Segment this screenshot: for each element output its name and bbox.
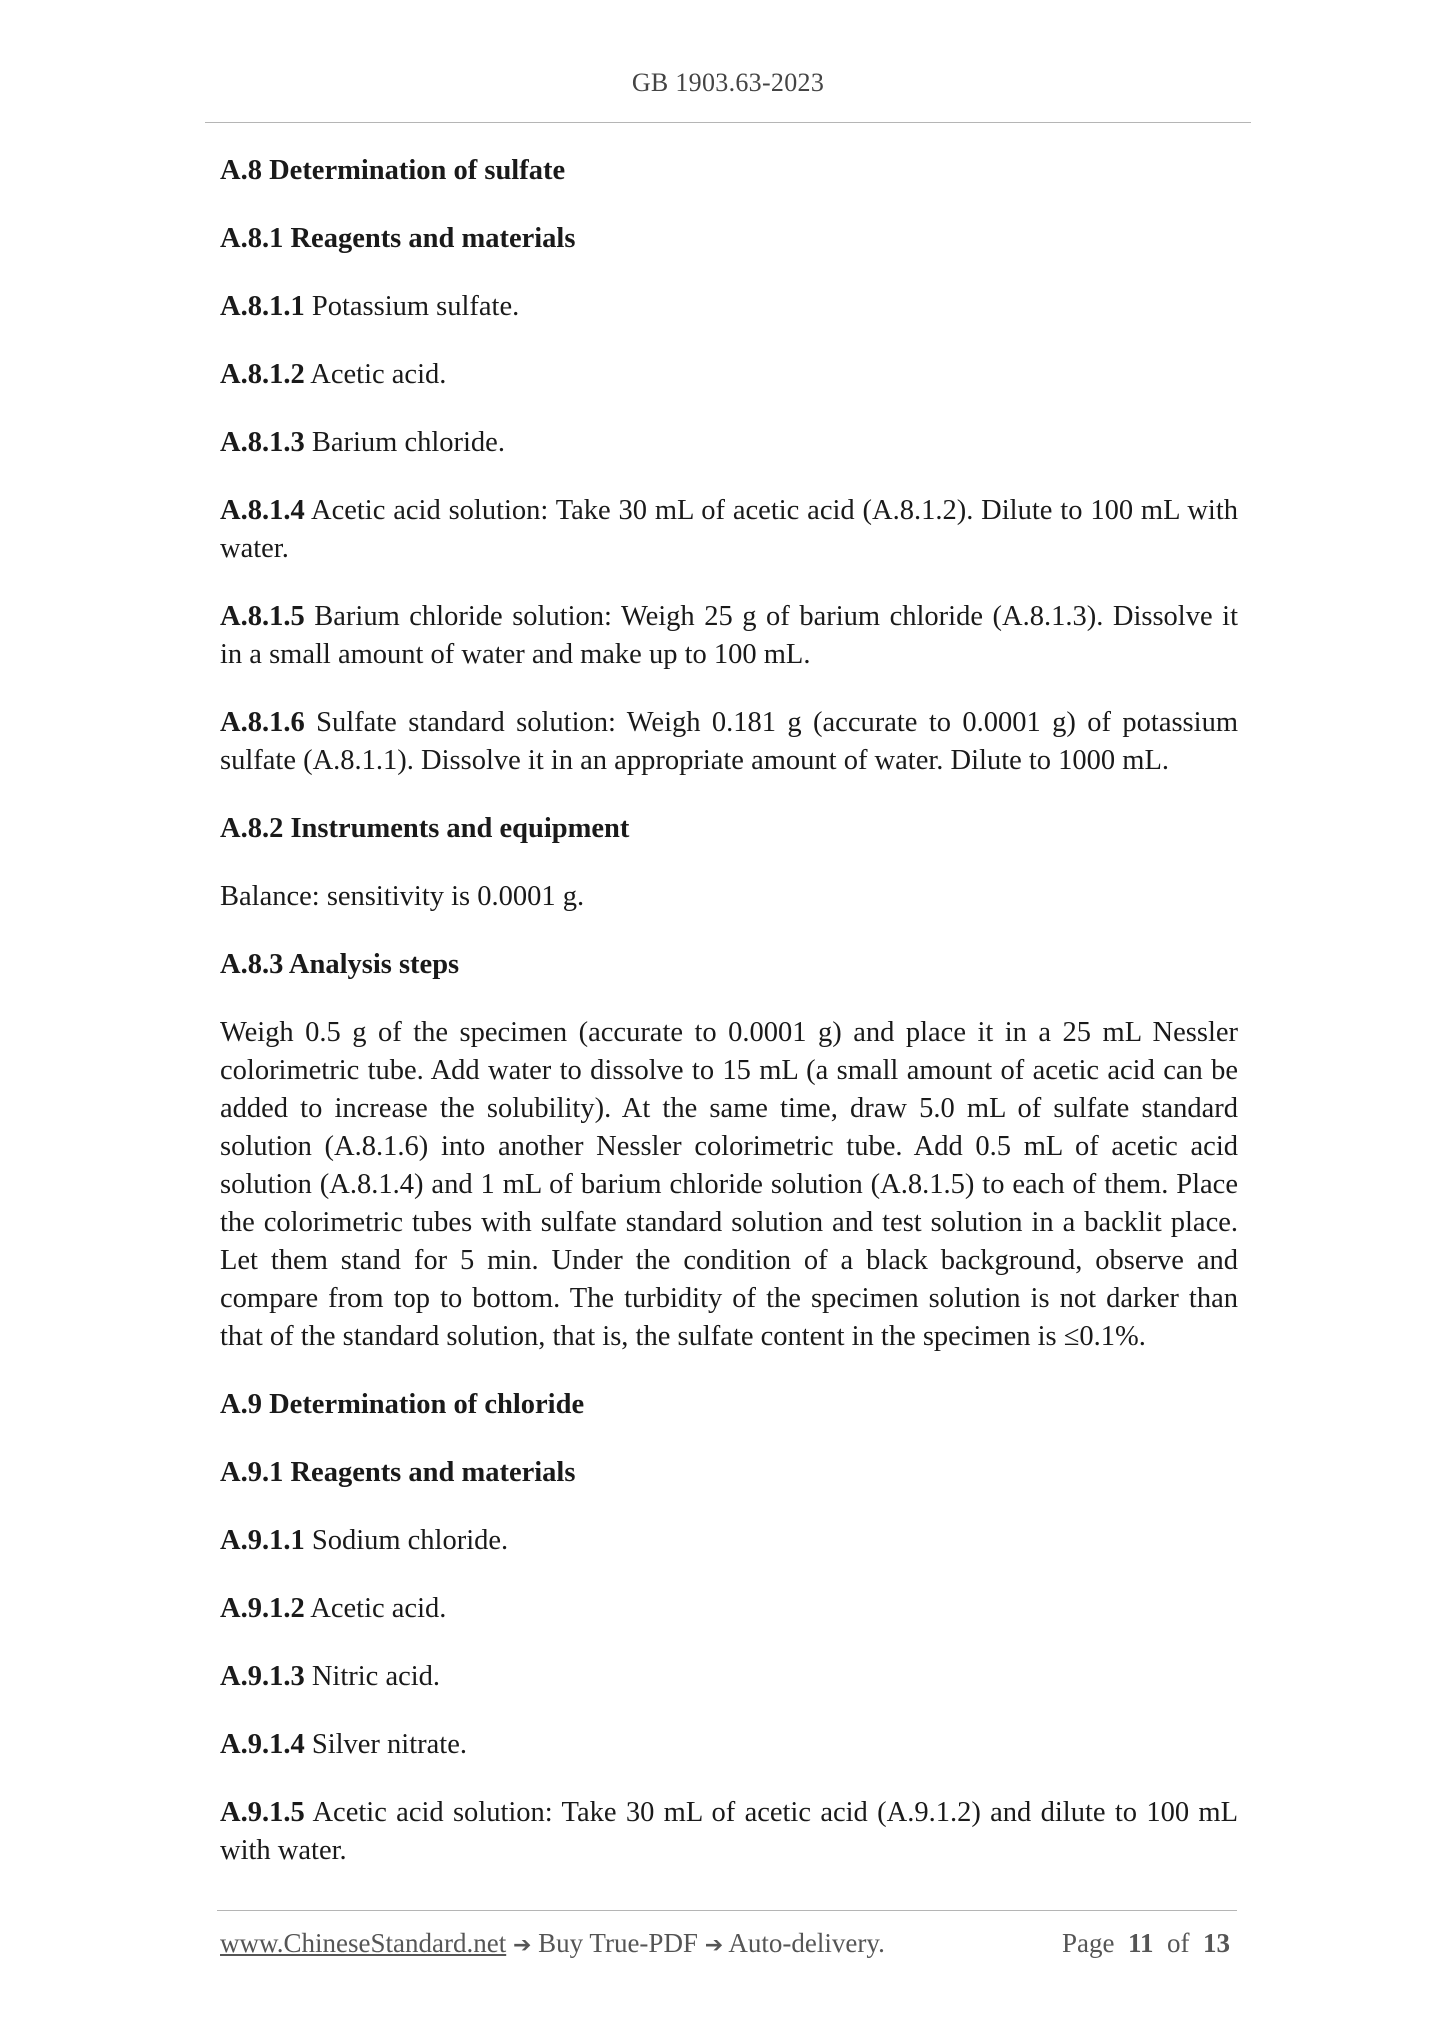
clause-number: A.8.1.6 [220, 707, 305, 738]
section-heading-a9: A.9 Determination of chloride [220, 1389, 585, 1420]
subsection-heading-a8-3: A.8.3 Analysis steps [220, 949, 460, 980]
clause-text: Sulfate standard solution: Weigh 0.181 g (accurate to 0.0001 g) of potassium sulfate (A.8.1.1). Dissolve it in an appropriate amount of water. Dilute to 1000 mL. [220, 707, 1238, 776]
subsection-heading-a8-2: A.8.2 Instruments and equipment [220, 813, 630, 844]
clause-a9-1-1 [220, 1522, 1238, 1560]
clause-number: A.9.1.5 [220, 1797, 305, 1828]
clause-number: A.8.1.4 [220, 495, 305, 526]
page-current: 11 [1127, 1928, 1154, 1958]
clause-text: Barium chloride. [304, 427, 505, 458]
footer-divider [217, 1910, 1237, 1911]
page-label: Page [1062, 1928, 1115, 1958]
clause-number: A.9.1.3 [220, 1661, 305, 1692]
clause-text: Acetic acid solution: Take 30 mL of acetic acid (A.8.1.2). Dilute to 100 mL with water. [220, 495, 1238, 564]
arrow-right-icon: ➔ [704, 1933, 724, 1958]
clause-a9-1-4 [220, 1726, 1238, 1764]
clause-text: Nitric acid. [304, 1661, 441, 1692]
clause-number: A.8.1.5 [220, 601, 305, 632]
clause-a8-1-2 [220, 356, 1238, 394]
clause-number: A.8.1.2 [220, 359, 305, 390]
subsection-heading-a8-1: A.8.1 Reagents and materials [220, 223, 576, 254]
instruments-paragraph: Balance: sensitivity is 0.0001 g. [220, 881, 585, 912]
buy-true-pdf-text: Buy True-PDF [531, 1928, 705, 1958]
clause-text: Sodium chloride. [304, 1525, 509, 1556]
header-divider [205, 122, 1251, 123]
page-total: 13 [1203, 1928, 1230, 1958]
clause-a9-1-2 [220, 1590, 1238, 1628]
clause-number: A.9.1.2 [220, 1593, 305, 1624]
auto-delivery-text: Auto-delivery. [723, 1928, 885, 1958]
clause-text: Acetic acid. [304, 1593, 447, 1624]
clause-a8-1-3 [220, 424, 1238, 462]
clause-a9-1-5 [220, 1794, 1238, 1870]
clause-a8-1-4 [220, 492, 1238, 568]
clause-number: A.9.1.1 [220, 1525, 305, 1556]
page-header: GB 1903.63-2023 [631, 68, 825, 97]
clause-text: Acetic acid. [304, 359, 447, 390]
subsection-heading-a9-1: A.9.1 Reagents and materials [220, 1457, 576, 1488]
clause-text: Acetic acid solution: Take 30 mL of acetic acid (A.9.1.2) and dilute to 100 mL with water. [220, 1797, 1238, 1866]
clause-number: A.8.1.1 [220, 291, 305, 322]
chinese-standard-link[interactable]: www.ChineseStandard.net [220, 1928, 507, 1958]
clause-text: Silver nitrate. [304, 1729, 467, 1760]
page-footer [220, 1928, 1230, 1968]
document-body [220, 152, 1238, 1900]
clause-a8-1-5 [220, 598, 1238, 674]
clause-text: Barium chloride solution: Weigh 25 g of barium chloride (A.8.1.3). Dissolve it in a small amount of water and make up to 100 mL. [220, 601, 1238, 670]
clause-number: A.9.1.4 [220, 1729, 305, 1760]
clause-a8-1-6 [220, 704, 1238, 780]
arrow-right-icon: ➔ [512, 1933, 532, 1958]
footer-promo [220, 1928, 885, 1959]
clause-a9-1-3 [220, 1658, 1238, 1696]
section-heading-a8: A.8 Determination of sulfate [220, 155, 566, 186]
clause-number: A.8.1.3 [220, 427, 305, 458]
clause-text: Potassium sulfate. [304, 291, 520, 322]
clause-a8-1-1 [220, 288, 1238, 326]
analysis-paragraph: Weigh 0.5 g of the specimen (accurate to 0.0001 g) and place it in a 25 mL Nessler colorimetric tube. Add water to dissolve to 15 mL (a small amount of acetic acid can be added to increase the solubility). At the same time, draw 5.0 mL of sulfate standard solution (A.8.1.6) into another Nessler colorimetric tube. Add 0.5 mL of acetic acid solution (A.8.1.4) and 1 mL of barium chloride solution (A.8.1.5) to each of them. Place the colorimetric tubes with sulfate standard solution and test solution in a backlit place. Let them stand for 5 min. Under the condition of a black background, observe and compare from top to bottom. The turbidity of the specimen solution is not darker than that of the standard solution, that is, the sulfate content in the specimen is ≤0.1%. [220, 1017, 1238, 1352]
page-number [1062, 1928, 1230, 1959]
page-of-label: of [1167, 1928, 1190, 1958]
